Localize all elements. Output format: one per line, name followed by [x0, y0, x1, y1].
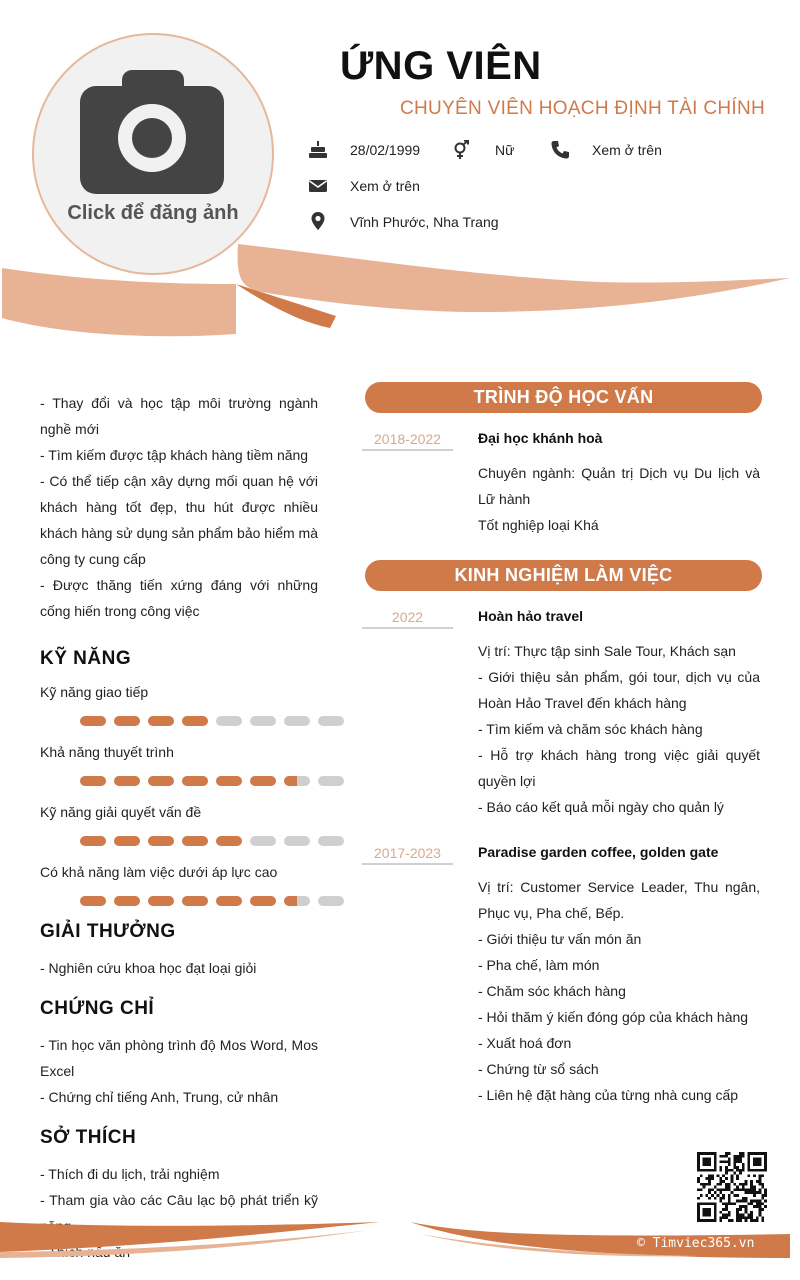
skill-dot	[250, 836, 276, 846]
hobby-item: - Thích đi du lịch, trải nghiệm	[40, 1166, 220, 1182]
skill-dot	[318, 716, 344, 726]
gender-value: Nữ	[495, 142, 515, 158]
certificates-title: CHỨNG CHỈ	[40, 998, 155, 1019]
skill-dot	[284, 896, 310, 906]
experience-line: Vị trí: Customer Service Leader, Thu ngân, Phục vụ, Pha chế, Bếp.	[478, 879, 760, 921]
skill-dot	[250, 776, 276, 786]
skill-rating	[80, 776, 344, 786]
skill-dot	[148, 776, 174, 786]
skill-label: Có khả năng làm việc dưới áp lực cao	[40, 864, 278, 880]
job-title: CHUYÊN VIÊN HOẠCH ĐỊNH TÀI CHÍNH	[400, 98, 766, 119]
phone-value: Xem ở trên	[592, 142, 662, 158]
gender-icon	[452, 140, 472, 160]
email-value: Xem ở trên	[350, 178, 420, 194]
skill-dot	[80, 896, 106, 906]
skill-rating	[80, 836, 344, 846]
skill-dot	[318, 836, 344, 846]
skill-dot	[216, 896, 242, 906]
upload-photo-label[interactable]: Click để đăng ảnh	[67, 202, 239, 224]
experience-line: - Chăm sóc khách hàng	[478, 983, 626, 999]
awards-title: GIẢI THƯỞNG	[40, 921, 176, 942]
birthday-value: 28/02/1999	[350, 142, 421, 158]
experience-year: 2022	[362, 609, 453, 629]
hobbies-title: SỞ THÍCH	[40, 1127, 137, 1148]
birthday-cake-icon	[308, 140, 328, 160]
experience-line: - Liên hệ đặt hàng của từng nhà cung cấp	[478, 1087, 739, 1103]
education-title: TRÌNH ĐỘ HỌC VẤN	[365, 382, 762, 413]
experience-line: - Giới thiệu tư vấn món ăn	[478, 931, 642, 947]
skill-dot	[80, 836, 106, 846]
career-objective	[40, 390, 318, 624]
certificates-list	[40, 1032, 318, 1110]
skill-dot	[250, 896, 276, 906]
email-icon	[308, 176, 328, 196]
skill-dot	[80, 776, 106, 786]
experience-line: - Xuất hoá đơn	[478, 1035, 572, 1051]
experience-year: 2017-2023	[362, 845, 453, 865]
skill-dot	[182, 896, 208, 906]
experience-line: Vị trí: Thực tập sinh Sale Tour, Khách sạn	[478, 643, 736, 659]
skill-dot	[284, 836, 310, 846]
skill-dot	[148, 836, 174, 846]
experience-details	[478, 874, 760, 1108]
skill-dot	[182, 776, 208, 786]
skill-dot	[318, 776, 344, 786]
qr-code	[697, 1152, 767, 1222]
experience-title: KINH NGHIỆM LÀM VIỆC	[365, 560, 762, 591]
certificate-item: - Tin học văn phòng trình độ Mos Word, Mos Excel	[40, 1037, 318, 1079]
skill-dot	[216, 716, 242, 726]
experience-line: - Pha chế, làm món	[478, 957, 600, 973]
candidate-name: ỨNG VIÊN	[340, 44, 542, 88]
location-pin-icon	[308, 211, 328, 231]
experience-line: - Tìm kiếm và chăm sóc khách hàng	[478, 721, 703, 737]
experience-line: - Báo cáo kết quả mỗi ngày cho quản lý	[478, 799, 724, 815]
camera-icon[interactable]	[80, 70, 224, 194]
skill-dot	[318, 896, 344, 906]
address-value: Vĩnh Phước, Nha Trang	[350, 214, 499, 230]
skill-dot	[114, 716, 140, 726]
award-item: - Nghiên cứu khoa học đạt loại giỏi	[40, 960, 257, 976]
skill-dot	[148, 716, 174, 726]
certificate-item: - Chứng chỉ tiếng Anh, Trung, cử nhân	[40, 1089, 279, 1105]
objective-line: - Thay đổi và học tập môi trường ngành nghề mới	[40, 395, 318, 437]
experience-company: Hoàn hảo travel	[478, 608, 584, 624]
education-year: 2018-2022	[362, 431, 453, 451]
objective-line: - Có thể tiếp cận xây dựng mối quan hệ với khách hàng tốt đẹp, thu hút được nhiều khách hàng sử dụng sản phẩm bảo hiểm mà công ty cung cấp	[40, 473, 318, 567]
skill-dot	[182, 716, 208, 726]
skill-dot	[284, 776, 310, 786]
skill-dot	[284, 716, 310, 726]
phone-icon	[550, 140, 570, 160]
experience-details	[478, 638, 760, 820]
hobby-item: - Tham gia vào các Câu lạc bộ phát triển kỹ	[40, 1192, 318, 1208]
education-line: Chuyên ngành: Quản trị Dịch vụ Du lịch và Lữ hành	[478, 465, 760, 507]
skill-label: Khả năng thuyết trình	[40, 744, 174, 760]
skill-rating	[80, 716, 344, 726]
experience-line: - Chứng từ sổ sách	[478, 1061, 599, 1077]
skill-dot	[114, 896, 140, 906]
skill-dot	[80, 716, 106, 726]
education-line: Tốt nghiệp loại Khá	[478, 517, 599, 533]
experience-line: - Hỗ trợ khách hàng trong việc giải quyết quyền lợi	[478, 747, 760, 789]
skill-dot	[114, 836, 140, 846]
header-ribbon-decoration	[0, 236, 800, 346]
experience-line: - Giới thiệu sản phẩm, gói tour, dịch vụ của Hoàn Hảo Travel đến khách hàng	[478, 669, 760, 711]
skills-title: KỸ NĂNG	[40, 648, 132, 669]
objective-line: - Được thăng tiến xứng đáng với những cống hiến trong công việc	[40, 577, 318, 619]
watermark: © Timviec365.vn	[637, 1236, 755, 1251]
skill-dot	[216, 776, 242, 786]
skill-label: Kỹ năng giải quyết vấn đề	[40, 804, 202, 820]
skill-rating	[80, 896, 344, 906]
objective-line: - Tìm kiếm được tập khách hàng tiềm năng	[40, 447, 309, 463]
education-details	[478, 460, 760, 538]
skill-dot	[250, 716, 276, 726]
skill-dot	[114, 776, 140, 786]
education-school: Đại học khánh hoà	[478, 430, 603, 446]
skill-label: Kỹ năng giao tiếp	[40, 684, 149, 700]
experience-company: Paradise garden coffee, golden gate	[478, 844, 719, 860]
skill-dot	[148, 896, 174, 906]
skill-dot	[182, 836, 208, 846]
experience-line: - Hỏi thăm ý kiến đóng góp của khách hàng	[478, 1009, 749, 1025]
skill-dot	[216, 836, 242, 846]
